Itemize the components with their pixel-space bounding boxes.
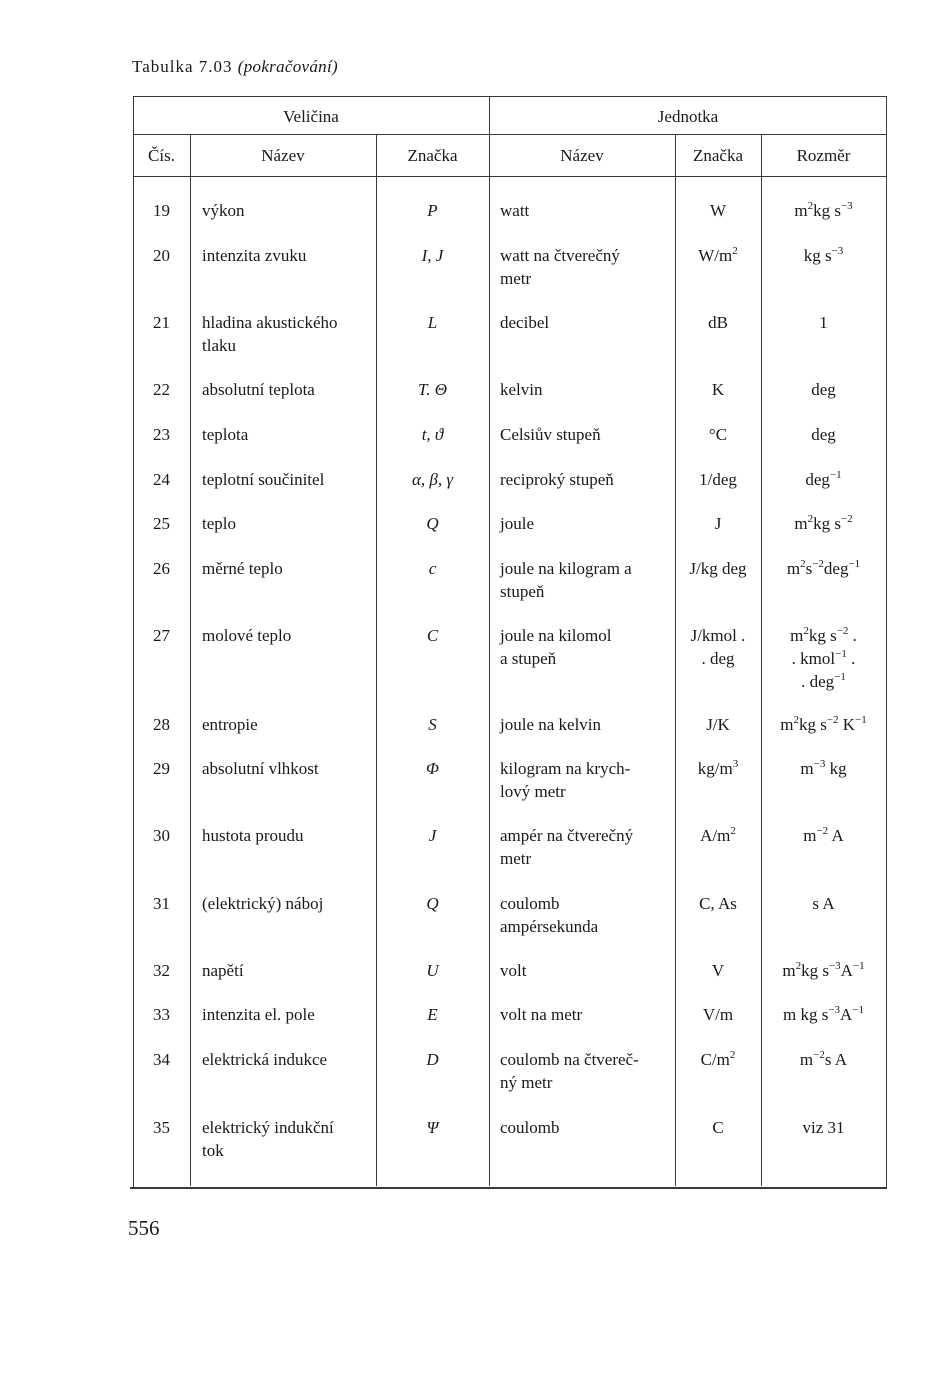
table-caption xyxy=(132,57,338,77)
cell-line: . deg$^{-1}$ xyxy=(801,671,846,691)
cell-line: ampérsekunda xyxy=(500,917,599,936)
cell-q-name xyxy=(202,1116,372,1162)
cell-line: . kmol$^{-1}$ . xyxy=(791,648,856,668)
cell-line: J xyxy=(714,514,722,533)
cell-line: 22 xyxy=(153,380,170,399)
cell-line: 29 xyxy=(153,759,170,778)
cell-dimension xyxy=(761,378,886,401)
cell-q-name xyxy=(202,468,372,491)
table-right-rule xyxy=(886,96,887,1188)
cell-num xyxy=(133,1048,190,1071)
cell-dimension xyxy=(761,244,886,267)
cell-num xyxy=(133,378,190,401)
cell-u-symbol xyxy=(675,1116,761,1139)
cell-line: ný metr xyxy=(500,1073,553,1092)
cell-q-symbol xyxy=(376,1116,489,1139)
cell-dimension xyxy=(761,624,886,693)
cell-line: $m^2kg$ $s^{-3}$ xyxy=(794,200,853,220)
cell-line: $m^2kg$ $s^{-2}$ . xyxy=(790,625,857,645)
cell-num xyxy=(133,244,190,267)
cell-q-name xyxy=(202,1048,372,1071)
cell-u-name xyxy=(500,624,672,670)
cell-line: (elektrický) náboj xyxy=(202,894,324,913)
cell-u-symbol xyxy=(675,244,761,267)
cell-num xyxy=(133,557,190,580)
cell-line: $m^2kg$ $s^{-2}$ xyxy=(794,513,853,533)
cell-line: 27 xyxy=(153,626,170,645)
cell-q-symbol xyxy=(376,244,489,267)
cell-line: hustota proudu xyxy=(202,826,304,845)
cell-line: 19 xyxy=(153,201,170,220)
cell-line: 31 xyxy=(153,894,170,913)
cell-dimension xyxy=(761,311,886,334)
cell-u-symbol xyxy=(675,423,761,446)
cell-q-symbol xyxy=(376,713,489,736)
cell-line: teplota xyxy=(202,425,249,444)
cell-line: C xyxy=(712,1118,724,1137)
cell-line: K xyxy=(711,380,725,399)
cell-line: 25 xyxy=(153,514,170,533)
cell-line: J/kmol . xyxy=(690,626,746,645)
cell-u-symbol xyxy=(675,1048,761,1071)
cell-line: absolutní vlhkost xyxy=(202,759,319,778)
cell-num xyxy=(133,959,190,982)
cell-dimension xyxy=(761,757,886,780)
cell-u-symbol xyxy=(675,512,761,535)
cell-line: $m^2s^{-2}deg^{-1}$ xyxy=(786,558,861,578)
cell-line: 23 xyxy=(153,425,170,444)
header-bottom-rule xyxy=(133,176,887,177)
cell-line: elektrický indukční xyxy=(202,1118,334,1137)
cell-line: watt xyxy=(500,201,530,220)
cell-q-name xyxy=(202,624,372,647)
cell-line: $m^2kg$ $s^{-3}A^{-1}$ xyxy=(782,960,865,980)
data-table xyxy=(130,96,887,1188)
cell-line: U xyxy=(426,961,439,980)
cell-line: joule na kilogram a xyxy=(500,559,632,578)
cell-line: viz 31 xyxy=(802,1118,845,1137)
cell-u-symbol xyxy=(675,199,761,222)
cell-q-name xyxy=(202,824,372,847)
cell-line: T. Θ xyxy=(418,380,447,399)
cell-q-symbol xyxy=(376,512,489,535)
cell-line: joule xyxy=(500,514,534,533)
cell-line: 24 xyxy=(153,470,170,489)
cell-line: S xyxy=(428,715,437,734)
cell-num xyxy=(133,468,190,491)
cell-line: ampér na čtverečný xyxy=(500,826,634,845)
cell-line: teplotní součinitel xyxy=(202,470,325,489)
cell-line: coulomb xyxy=(500,894,560,913)
cell-q-name xyxy=(202,311,372,357)
cell-line: napětí xyxy=(202,961,244,980)
cell-line: tok xyxy=(202,1141,224,1160)
cell-line: J/kg deg xyxy=(689,559,747,578)
cell-u-name xyxy=(500,199,672,222)
cell-q-name xyxy=(202,199,372,222)
cell-line: intenzita zvuku xyxy=(202,246,307,265)
cell-line: tlaku xyxy=(202,336,236,355)
cell-num xyxy=(133,1116,190,1139)
num-name-divider xyxy=(190,134,191,1186)
cell-q-symbol xyxy=(376,1003,489,1026)
cell-dimension xyxy=(761,1116,886,1139)
cell-q-symbol xyxy=(376,311,489,334)
cell-num xyxy=(133,624,190,647)
cell-line: V/m xyxy=(702,1005,734,1024)
cell-line: $m^{-3}$ kg xyxy=(800,758,847,778)
cell-dimension xyxy=(761,1003,886,1026)
cell-u-name xyxy=(500,423,672,446)
cell-line: W xyxy=(709,201,727,220)
group-header-quantity: Veličina xyxy=(283,107,339,126)
cell-u-symbol xyxy=(675,757,761,780)
cell-line: 33 xyxy=(153,1005,170,1024)
cell-num xyxy=(133,311,190,334)
caption-prefix: Tabulka 7.03 xyxy=(132,57,233,76)
column-header-unit-name: Název xyxy=(560,146,604,165)
cell-q-symbol xyxy=(376,959,489,982)
cell-u-symbol xyxy=(675,892,761,915)
cell-q-symbol xyxy=(376,1048,489,1071)
cell-u-name xyxy=(500,1048,672,1094)
cell-dimension xyxy=(761,824,886,847)
cell-line: Q xyxy=(426,514,439,533)
cell-u-symbol xyxy=(675,378,761,401)
column-header-dimension: Rozměr xyxy=(796,146,851,165)
cell-line: D xyxy=(426,1050,439,1069)
cell-line: elektrická indukce xyxy=(202,1050,328,1069)
cell-num xyxy=(133,757,190,780)
cell-line: kelvin xyxy=(500,380,543,399)
cell-dimension xyxy=(761,512,886,535)
cell-q-symbol xyxy=(376,757,489,780)
cell-line: 32 xyxy=(153,961,170,980)
cell-u-name xyxy=(500,757,672,803)
cell-line: 21 xyxy=(153,313,170,332)
cell-dimension xyxy=(761,468,886,491)
cell-dimension xyxy=(761,199,886,222)
cell-line: J/K xyxy=(706,715,730,734)
cell-line: kg $s^{-3}$ xyxy=(803,245,844,265)
cell-q-symbol xyxy=(376,378,489,401)
cell-line: joule na kelvin xyxy=(500,715,602,734)
group-header-unit: Jednotka xyxy=(657,107,719,126)
cell-line: Ψ xyxy=(426,1118,439,1137)
cell-line: dB xyxy=(708,313,728,332)
cell-dimension xyxy=(761,557,886,580)
cell-line: lový metr xyxy=(500,782,566,801)
cell-dimension xyxy=(761,892,886,915)
cell-q-symbol xyxy=(376,423,489,446)
group-header-rule xyxy=(133,134,887,135)
cell-line: coulomb na čtvereč- xyxy=(500,1050,639,1069)
cell-u-symbol xyxy=(675,713,761,736)
cell-u-name xyxy=(500,244,672,290)
cell-line: intenzita el. pole xyxy=(202,1005,315,1024)
cell-line: volt na metr xyxy=(500,1005,583,1024)
cell-line: L xyxy=(427,313,438,332)
cell-line: měrné teplo xyxy=(202,559,283,578)
cell-line: . deg xyxy=(701,649,735,668)
cell-u-name xyxy=(500,1116,672,1139)
cell-dimension xyxy=(761,1048,886,1071)
cell-line: 1 xyxy=(819,313,828,332)
cell-line: s A xyxy=(812,894,835,913)
cell-q-symbol xyxy=(376,824,489,847)
cell-line: 26 xyxy=(153,559,170,578)
column-header-quantity-symbol: Značka xyxy=(407,146,458,165)
cell-line: metr xyxy=(500,849,532,868)
cell-line: V xyxy=(711,961,725,980)
cell-dimension xyxy=(761,959,886,982)
cell-u-name xyxy=(500,892,672,938)
cell-q-name xyxy=(202,244,372,267)
cell-line: $m^{-2}$ A xyxy=(803,825,844,845)
cell-q-symbol xyxy=(376,557,489,580)
cell-line: hladina akustického xyxy=(202,313,338,332)
cell-line: deg xyxy=(811,425,836,444)
cell-num xyxy=(133,1003,190,1026)
cell-line: entropie xyxy=(202,715,258,734)
cell-q-symbol xyxy=(376,199,489,222)
page-number: 556 xyxy=(128,1216,160,1240)
column-header-num: Čís. xyxy=(148,146,175,165)
cell-u-symbol xyxy=(675,311,761,334)
cell-u-name xyxy=(500,512,672,535)
cell-line: °C xyxy=(708,425,728,444)
cell-line: 30 xyxy=(153,826,170,845)
cell-line: c xyxy=(428,559,437,578)
cell-line: 20 xyxy=(153,246,170,265)
cell-line: a stupeň xyxy=(500,649,557,668)
cell-line: volt xyxy=(500,961,527,980)
cell-line: I, J xyxy=(421,246,444,265)
cell-line: P xyxy=(427,201,438,220)
cell-line: J xyxy=(428,826,437,845)
cell-q-name xyxy=(202,892,372,915)
cell-line: $kg/m^3$ xyxy=(697,758,739,778)
cell-u-name xyxy=(500,468,672,491)
cell-line: E xyxy=(427,1005,438,1024)
cell-u-name xyxy=(500,959,672,982)
cell-q-name xyxy=(202,713,372,736)
cell-u-name xyxy=(500,713,672,736)
cell-line: 34 xyxy=(153,1050,170,1069)
cell-dimension xyxy=(761,423,886,446)
cell-line: reciproký stupeň xyxy=(500,470,614,489)
cell-num xyxy=(133,713,190,736)
cell-line: coulomb xyxy=(500,1118,560,1137)
cell-line: α, β, γ xyxy=(411,470,454,489)
cell-line: deg$^{-1}$ xyxy=(805,469,842,489)
table-bottom-rule xyxy=(130,1187,887,1189)
column-header-unit-symbol: Značka xyxy=(692,146,744,165)
cell-line: Celsiův stupeň xyxy=(500,425,601,444)
cell-line: $A/m^2$ xyxy=(700,825,736,845)
cell-u-name xyxy=(500,1003,672,1026)
cell-line: Φ xyxy=(426,759,439,778)
cell-line: watt na čtverečný xyxy=(500,246,620,265)
cell-line: absolutní teplota xyxy=(202,380,315,399)
cell-u-name xyxy=(500,824,672,870)
cell-u-symbol xyxy=(675,824,761,847)
cell-line: výkon xyxy=(202,201,245,220)
cell-line: kilogram na krych- xyxy=(500,759,631,778)
cell-u-symbol xyxy=(675,557,761,580)
cell-num xyxy=(133,199,190,222)
cell-q-symbol xyxy=(376,624,489,647)
cell-line: joule na kilomol xyxy=(500,626,612,645)
cell-line: 1/deg xyxy=(699,470,737,489)
cell-u-symbol xyxy=(675,624,761,670)
cell-line: $m^2kg$ $s^{-2}$ $K^{-1}$ xyxy=(780,714,867,734)
cell-line: $C/m^2$ xyxy=(700,1049,736,1069)
name-symbol-divider xyxy=(376,134,377,1186)
cell-line: C xyxy=(426,626,439,645)
quantity-unit-divider xyxy=(489,96,490,1186)
cell-q-name xyxy=(202,757,372,780)
cell-num xyxy=(133,892,190,915)
cell-q-name xyxy=(202,557,372,580)
cell-line: Q xyxy=(426,894,439,913)
cell-line: $W/m^2$ xyxy=(698,245,738,265)
cell-q-name xyxy=(202,1003,372,1026)
cell-num xyxy=(133,423,190,446)
cell-u-name xyxy=(500,311,672,334)
cell-line: m kg $s^{-3}A^{-1}$ xyxy=(782,1004,865,1024)
cell-line: 28 xyxy=(153,715,170,734)
cell-num xyxy=(133,512,190,535)
cell-line: decibel xyxy=(500,313,550,332)
cell-line: t, ϑ xyxy=(421,425,444,444)
cell-line: 35 xyxy=(153,1118,170,1137)
cell-line: molové teplo xyxy=(202,626,292,645)
cell-q-symbol xyxy=(376,468,489,491)
cell-q-symbol xyxy=(376,892,489,915)
cell-q-name xyxy=(202,512,372,535)
cell-q-name xyxy=(202,959,372,982)
cell-line: $m^{-2}s$ A xyxy=(799,1049,848,1069)
caption-suffix: (pokračování) xyxy=(237,57,338,76)
cell-u-name xyxy=(500,378,672,401)
cell-dimension xyxy=(761,713,886,736)
cell-line: teplo xyxy=(202,514,236,533)
cell-u-symbol xyxy=(675,468,761,491)
cell-u-name xyxy=(500,557,672,603)
cell-line: C, As xyxy=(699,894,737,913)
cell-u-symbol xyxy=(675,959,761,982)
table-top-rule xyxy=(133,96,887,97)
cell-line: stupeň xyxy=(500,582,545,601)
cell-u-symbol xyxy=(675,1003,761,1026)
cell-line: metr xyxy=(500,269,532,288)
cell-num xyxy=(133,824,190,847)
column-header-quantity-name: Název xyxy=(261,146,305,165)
cell-line: deg xyxy=(811,380,836,399)
cell-q-name xyxy=(202,423,372,446)
cell-q-name xyxy=(202,378,372,401)
